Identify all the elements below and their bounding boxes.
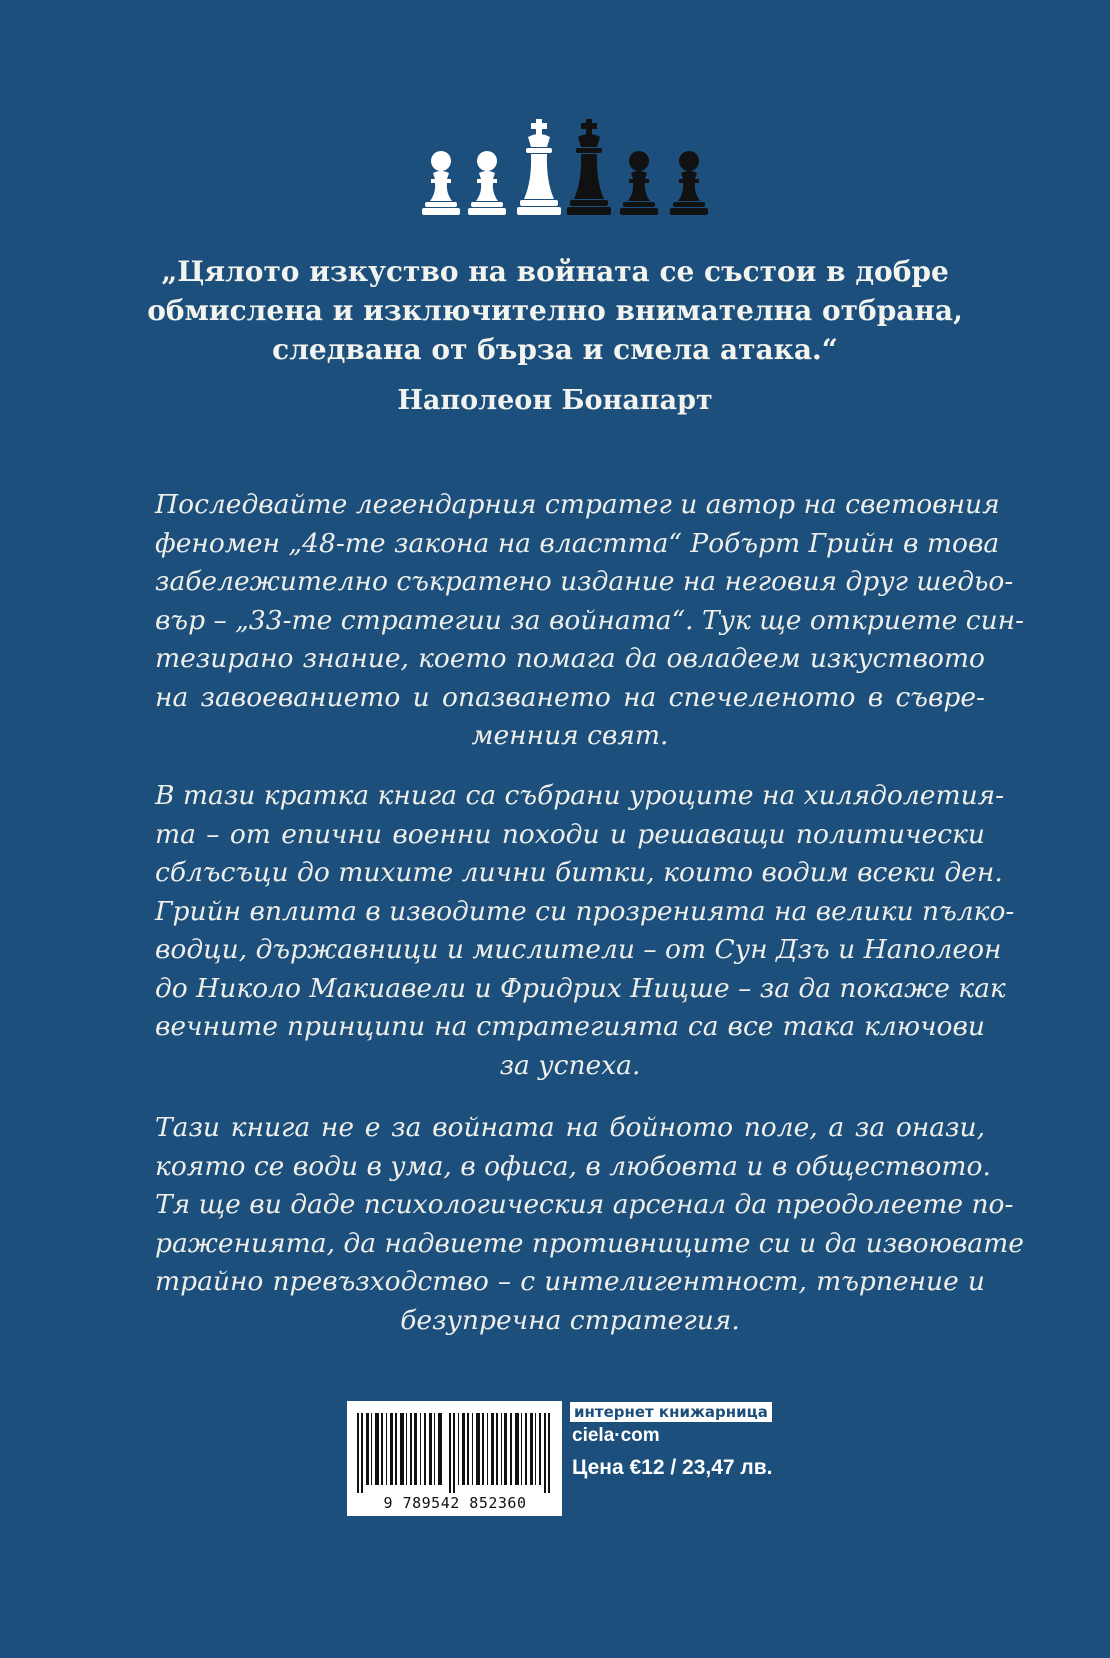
- description-paragraph-1: [155, 486, 1025, 756]
- black-king-icon: [566, 119, 612, 215]
- barcode-bars: [357, 1413, 552, 1493]
- text-line: сблъсъци до тихите лични битки, които водим всеки ден.: [155, 857, 1003, 888]
- text-line: Тя ще ви даде психологическия арсенал да преодолеете по-: [155, 1189, 1014, 1220]
- text-line: за успеха.: [499, 1049, 641, 1081]
- text-line: та – от епични военни походи и решаващи политически: [155, 818, 985, 850]
- quote-line: следвана от бърза и смела атака.“: [272, 333, 838, 366]
- text-line: водци, държавници и мислители – от Сун Дзъ и Наполеон: [155, 934, 1002, 965]
- text-line: безупречна стратегия.: [400, 1304, 740, 1336]
- quote-author: Наполеон Бонапарт: [397, 385, 713, 416]
- text-line: раженията, да надвиете противниците си и да извоювате: [155, 1227, 1024, 1259]
- white-pawn-icon: [466, 149, 508, 215]
- text-line: Тази книга не е за войната на бойното поле, а за онази,: [155, 1112, 985, 1143]
- quote-line: „Цялото изкуство на войната се състои в добре: [161, 255, 949, 288]
- text-line: на завоеванието и опазването на спечеленото в съвре-: [155, 681, 985, 713]
- chess-pieces-illustration: [420, 115, 730, 215]
- white-pawn-icon: [420, 149, 462, 215]
- text-line: която се води в ума, в офиса, в любовта и в обществото.: [155, 1150, 991, 1182]
- price-label: Цена €12 / 23,47 лв.: [572, 1456, 773, 1479]
- text-line: феномен „48-те закона на властта“ Робърт Грийн в това: [155, 527, 1000, 559]
- shop-label: интернет книжарница: [570, 1402, 772, 1422]
- text-line: вър – „33-те стратегии за войната“. Тук ще откриете син-: [155, 604, 1025, 636]
- black-pawn-icon: [618, 149, 660, 215]
- text-line: В тази кратка книга са събрани уроците на хилядолетия-: [155, 780, 1005, 811]
- quote-line: обмислена и изключително внимателна отбрана,: [147, 294, 963, 327]
- barcode: [347, 1401, 562, 1516]
- text-line: Последвайте легендарния стратег и автор на световния: [155, 489, 1000, 520]
- text-line: трайно превъзходство – с интелигентност, търпение и: [155, 1266, 985, 1297]
- description-paragraph-3: [155, 1109, 1024, 1340]
- text-line: вечните принципи на стратегията са все така ключови: [155, 1011, 985, 1042]
- text-line: забележително съкратено издание на неговия друг шедьо-: [155, 566, 1014, 597]
- text-line: до Николо Макиавели и Фридрих Ницше – за да покаже как: [155, 972, 1006, 1004]
- epigraph-quote: [100, 252, 1010, 369]
- isbn-number: 9 789542 852360: [383, 1494, 527, 1512]
- description-paragraph-2: [155, 777, 1015, 1085]
- text-line: Грийн вплита в изводите си прозренията на велики пълко-: [155, 895, 1015, 927]
- shop-url: ciela·com: [572, 1425, 660, 1446]
- black-pawn-icon: [668, 149, 710, 215]
- text-line: тезирано знание, което помага да овладеем изкуството: [155, 643, 985, 674]
- white-king-icon: [516, 119, 562, 215]
- text-line: менния свят.: [471, 720, 669, 751]
